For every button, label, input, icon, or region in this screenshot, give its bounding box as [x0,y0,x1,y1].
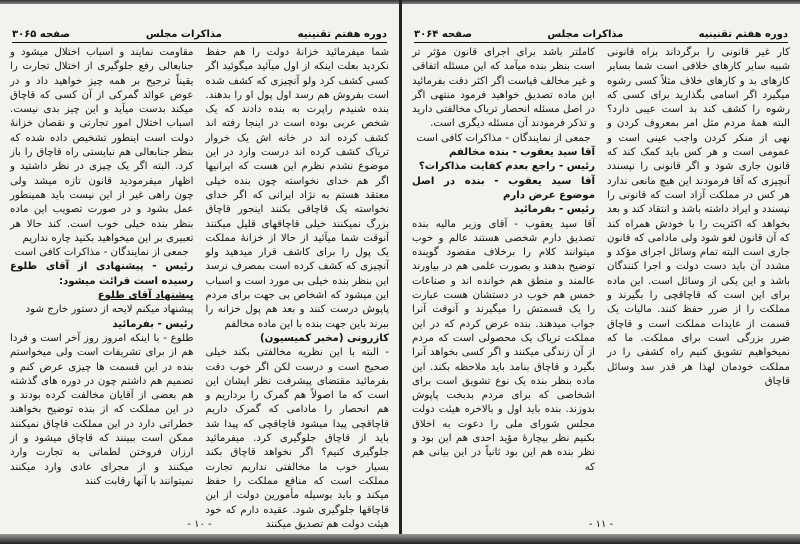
running-title: مذاکرات مجلس [145,29,222,40]
column-left [10,46,194,532]
scan-bottom-edge [0,534,800,544]
speaker-line: رئیس - بفرمائید [513,204,595,216]
running-title: مذاکرات مجلس [547,29,624,40]
speaker-line: آقا سید یعقوب - بنده مخالفم [448,147,595,159]
page-number: صفحه ۳۰۶۵ [12,29,71,40]
paragraph: جمعی از نمایندگان - مذاکرات کافی است [14,247,189,259]
paragraph: طلوع - با اینکه امروز روز آخر است و فردا هم از برای تشریفات است ولی میخواستم بنده در این قسمت ها چیزی عرض کنم و تصمیم هم داشتم چون در دوره های گذشته هم بعضی از آقایان مخالفت کرده بودند و در این مملکت که از بنده توضیح بخواهند خطراتی دارد در این مملکت قاچاق نمیکنند ممکن است ببینند که قاچاق میشود و از ارزان فروختن لطماتی به تجارت وارد میکنند و از مجرای عادی وارد میکنند نمیتوانند با آنها رقابت کنند [10,332,194,487]
folio-number: - ۱۰ - [187,519,212,530]
period-label: دوره هفتم تقنینیه [698,29,788,40]
paragraph: آقا سید یعقوب - آقای وزیر مالیه بنده تصدیق دارم شخصی هستند عالم و خوب میتوانند کلام را برخلاف مقصود گوینده توضیح بدهند و بصورت علمی هم در بیاورند عالمند و منطق هم خوانده اند و صناعات خمس هم خوب در دستشان هست عبارت را یک قسمتش را میگیرند و آنوقت آنرا جواب میدهند. بنده عرض کردم که در این مملکت تریاک یک محصولی است که مردم از آن زندگی میکنند و اگر کسی بخواهد آنرا بگیرد و قاچاق بنامد باید ملاحظه بکند. این ماده بنظر بنده یک نوع تشویق است برای اشخاصی که برای مردم بدبخت پاپوش بدوزند. بنده باید اول و بالاخره هیئت دولت مجلس شورای ملی را دعوت به اخلاق بکنیم نظر بیچارهٔ مؤید احدی هم این بود و نظر بنده هم این بود ثانیاً در این بیانی هم که [412,218,595,473]
period-label: دوره هفتم تقنینیه [297,29,387,40]
folio-number: - ۱۱ - [588,519,614,530]
column-right [206,46,390,532]
page-header [414,24,788,43]
speaker-line: رئیس - بفرمائید [112,318,194,330]
paragraph: - البته با این نظریه مخالفتی بکند خیلی صحیح است و درست لکن اگر خوب دقت بفرمائید مقتضای پیشرفت نظر ایشان این است که ما اصولاً هم گمرک را برداریم و هم انحصار را مادامی که گمرک داریم قاچاقچی پیدا میشود قاچاقچی که پیدا شد باید از قاچاق جلوگیری کرد. میفرمائید جلوگیری کنیم؟ اگر نخواهد قاچاق بکند بسیار خوب ما مخالفتی نداریم تجارت مملکت است که منافع مملکت را حفظ میکند و باید بوسیله مأمورین دولت از این قاچاقها جلوگیری شود. عقیده دارم که خود هیئت دولت هم تصدیق میکنند [205,347,389,530]
paragraph: مقاومت نمایند و اسباب اختلال میشود و جنابعالی رفع جلوگیری از اختلال تجارت را یقیناً ترجیح بر همه چیز خواهید داد و در عوض عوائد گمرکی از آن کسی که قاچاق میکند بدست میآید و این چیز بدی نیست. اسباب اختلال امور تجارتی و نقصان خزانهٔ دولت است اینطور تشخیص داده شده که بنظر جنابعالی هم نبایستی راه قاچاق را باز کرد. البته اگر یک چیزی در نظر داشتید و اظهار میفرمودید قانون تازه میشد ولی چون راهی غیر از این نیست باید همینطور عمل بشود و در صورت تصویب این ماده بنظر بنده خیلی خوب است. کند حالا هر تعبیری بر این میخواهید بکنید چاره نداریم [10,47,194,244]
speaker-label: کازرونی (مخبر کمیسیون) [259,332,389,344]
paragraph: شما میفرمائید خزانهٔ دولت را هم حفظ نکردید بعلت اینکه از اول میآئید میگوئید اگر کسی کشف کرد ولو آنچیزی که کشف شده است بفروش هم رسد اول پول او را بدهند. بنده شنیدم راپرت به بنده دادند که یک شخص عربی بوده است در اینجا رفته اند کشف کرده اند در خانه اش یک خروار تریاک کشف کرده اند درست وارد در این موضوع نشدم نظرم این هست که ایرانیها اگر هم خدای نخواسته چون بنده خیلی معتقد هستم به نژاد ایرانی که اگر خدای نخواسته یک قاچاقی بکنند اینجور قاچاق بزرگ نمیکنند خیلی قاچاقهای قلیل میکنند آنوقت شما میآئید از حالا از خزانهٔ مملکت یک پول را برای کاشف قرار میدهید ولو آنچیزی که کشف کرده است بمصرف نرسد این بنظر بنده خیلی بی مورد است و اسباب این میشود که اشخاص بی جهت برای مردم پاپوش درست کنند و بعد هم پول خزانه را ببرند باین جهت بنده با این ماده مخالفم [205,47,389,330]
left-page [0,4,399,536]
speaker-line: آقا سید یعقوب - بنده در اصل موضوع عرض دارم [412,175,595,201]
paragraph: کار غیر قانونی را برگرداند براه قانونی شبیه سایر کارهای خلافی است شما بسایر کارهای بد و کارهای خلاف مثلاً کسی رشوه میگیرد اگر اسامی بگذارید برای کسی که رشوه را کشف کند بد است عیبی دارد؟ البته همهٔ مردم مثل امر بمعروف کردن و نهی از منکر کردن واجب عینی است و عمومی است و هر کس باید کمک کند که قانون جاری شود و اگر قانونی را نپسندد آنچیزی که آقا فرمودند این هیچ مانعی ندارد هر کس در مملکت آزاد است که قانونی را نپسندد و ایراد داشته باشد و انتقاد کند و بعد بخواهد که اکثریت را با خودش همراه کند که آن قانون لغو شود ولی مادامی که قانون جاری است البته تمام وسائل اجرای مؤکد و مشدد آن باید دست دولت و اجرا کنندگان باشد و این یکی از وسائل است. این ماده برای این است که قاچاقچی را بگیرند و مملکت را از ضرر حفظ کنند. مالیات یک قسمت از عایدات مملکت است و قاچاق ضرر بزرگی است برای مملکت. ما که نمیخواهیم تشویق کنیم راه کشفی را در مملکت خودمان لهذا هر قدر سد وسائل قاچاق [607,47,790,387]
paragraph: جمعی از نمایندگان - مذاکرات کافی است [416,132,591,144]
page-header [12,24,387,43]
speaker-line: رئیس - پیشنهادی از آقای طلوع رسیده است قرائت میشود: [10,261,194,287]
speaker-line: رئیس - راجع بعدم کفایت مذاکرات؟ [418,161,595,173]
column-right [607,46,790,512]
paragraph: کاملتر باشد برای اجرای قانون مؤثر تر است بنظر بنده میآمد که این مسئله اتفاقی و غیر مخالف قیاست اگر اکثر دقت بفرمائید این ماده تصدیق خواهید فرمود منتهی اگر در اصل مسئله انحصار تریاک مخالفتی دارید و تذکر فرمودند آن مسئله دیگری است. [412,47,595,130]
page-number: صفحه ۳۰۶۴ [414,29,473,40]
motion-text: پیشنهاد میکنم لایحه از دستور خارج شود [25,304,194,316]
motion-heading: پیشنهاد آقای طلوع [97,290,194,302]
column-left [412,46,595,512]
right-page [402,4,800,536]
